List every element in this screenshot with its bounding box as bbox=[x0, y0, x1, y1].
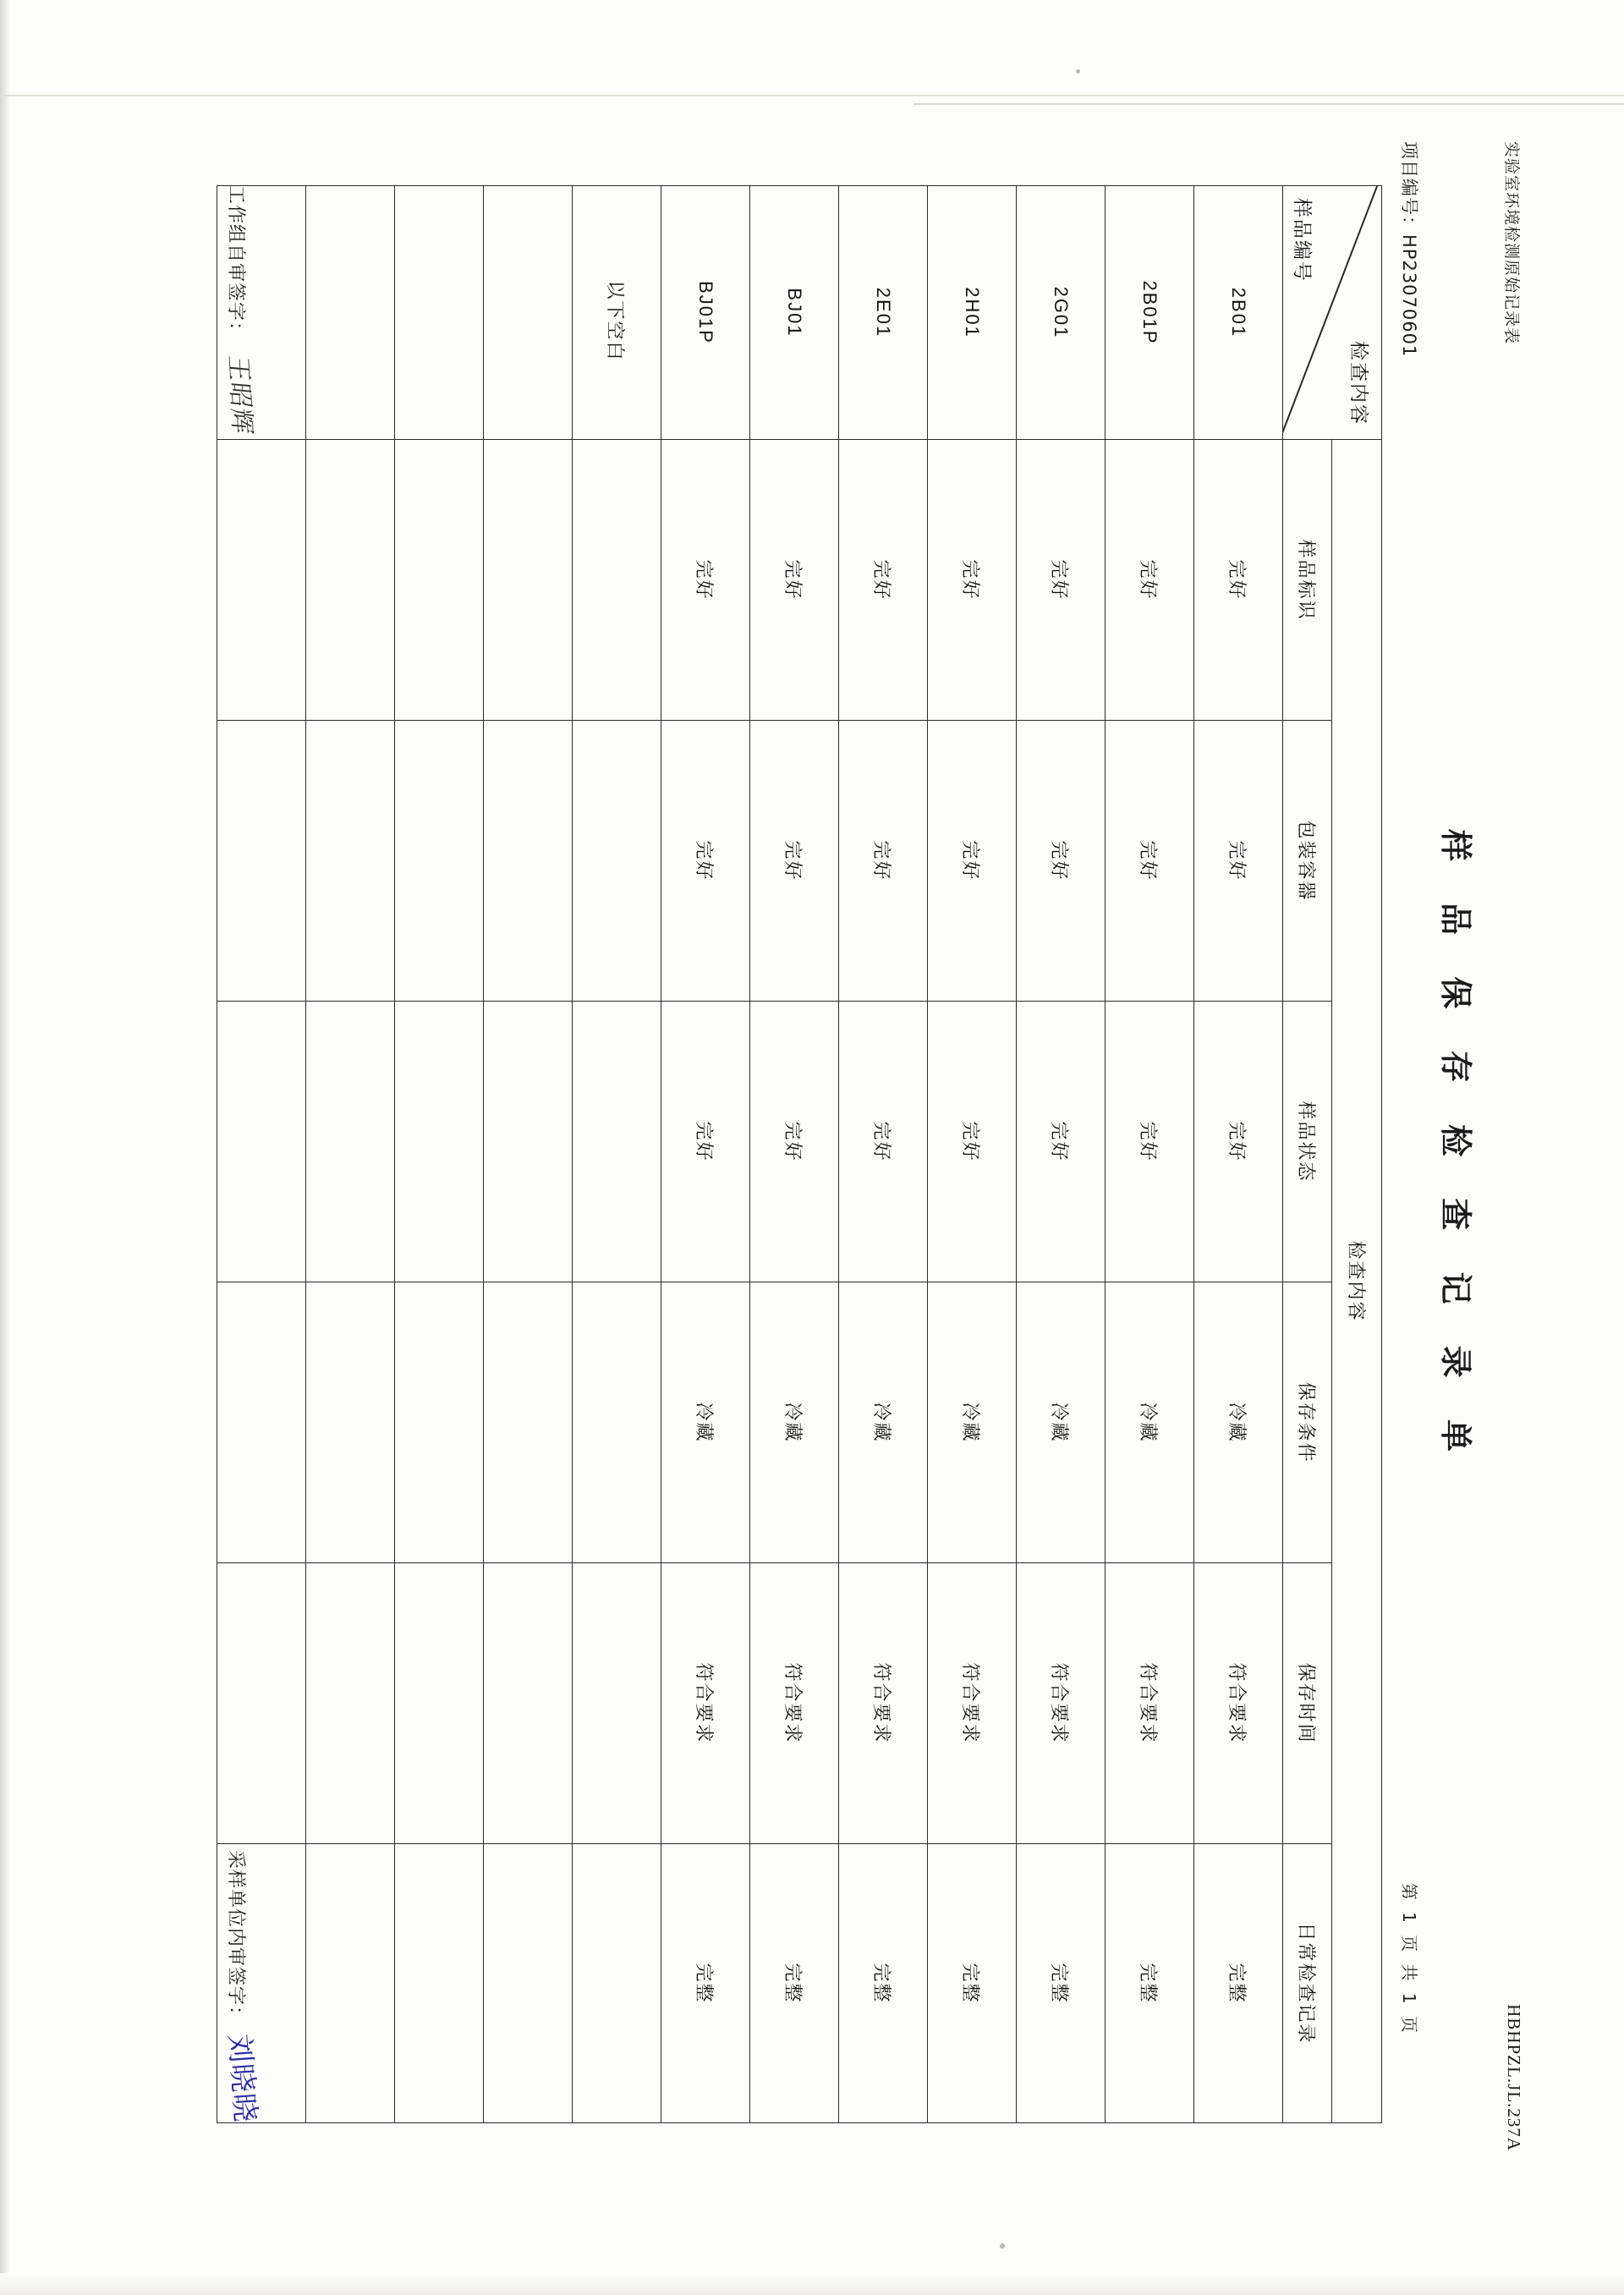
table-row bbox=[661, 185, 750, 2122]
diagonal-split-header bbox=[1283, 186, 1381, 439]
cell-sample-no: 2G01 bbox=[1017, 185, 1106, 439]
cell-empty bbox=[484, 1282, 573, 1562]
cell-empty bbox=[306, 439, 395, 720]
sample-preservation-table bbox=[217, 185, 1382, 2123]
group-axis-label: 检查内容 bbox=[1347, 340, 1369, 426]
sample-no-label: 样品编号 bbox=[1291, 197, 1313, 283]
cell-sample-mark: 完好 bbox=[1017, 439, 1106, 720]
self-review-signature-slot bbox=[224, 185, 266, 435]
cell-container: 完好 bbox=[1017, 720, 1106, 1001]
page-indicator: 第 1 页 共 1 页 bbox=[1399, 1882, 1419, 2036]
table-row bbox=[573, 185, 661, 2122]
cell-empty bbox=[573, 439, 661, 720]
cell-empty bbox=[573, 1001, 661, 1282]
cell-sample-state: 完好 bbox=[1106, 1001, 1194, 1282]
cell-sample-no: 2B01P bbox=[1106, 185, 1194, 439]
cell-sample-mark: 完好 bbox=[750, 439, 839, 720]
group-header-检查内容: 检查内容 bbox=[1332, 439, 1382, 2122]
cell-daily-check: 完整 bbox=[1017, 1843, 1106, 2122]
cell-storage-time: 符合要求 bbox=[928, 1562, 1017, 1843]
cell-storage-time: 符合要求 bbox=[839, 1562, 928, 1843]
diagonal-header-cell bbox=[1283, 185, 1382, 439]
table-row bbox=[1194, 185, 1283, 2122]
column-header-storage-time: 保存时间 bbox=[1283, 1562, 1333, 1843]
cell-storage-condition: 冷藏 bbox=[750, 1282, 839, 1562]
table-row bbox=[484, 185, 573, 2122]
column-header-sample-mark: 样品标识 bbox=[1283, 439, 1333, 720]
cell-sample-state: 完好 bbox=[928, 1001, 1017, 1282]
cell-storage-condition: 冷藏 bbox=[839, 1282, 928, 1562]
cell-sample-mark: 完好 bbox=[928, 439, 1017, 720]
cell-empty bbox=[484, 1562, 573, 1843]
cell-empty bbox=[395, 1843, 484, 2122]
cell-empty bbox=[395, 1001, 484, 1282]
cell-sample-mark: 完好 bbox=[1106, 439, 1194, 720]
project-number: 项目编号：HP23070601 bbox=[1399, 140, 1419, 357]
column-header-container: 包装容器 bbox=[1283, 720, 1333, 1001]
cell-storage-time: 符合要求 bbox=[661, 1562, 750, 1843]
cell-empty bbox=[573, 1843, 661, 2122]
cell-sample-no bbox=[306, 185, 395, 439]
table-row bbox=[839, 185, 928, 2122]
form-sheet bbox=[93, 133, 1531, 2163]
cell-container: 完好 bbox=[1194, 720, 1283, 1001]
cell-empty bbox=[395, 439, 484, 720]
cell-daily-check: 完整 bbox=[839, 1843, 928, 2122]
column-header-sample-state: 样品状态 bbox=[1283, 1001, 1333, 1282]
table-row bbox=[306, 185, 395, 2122]
cell-daily-check: 完整 bbox=[928, 1843, 1017, 2122]
table-row bbox=[395, 185, 484, 2122]
cell-empty bbox=[395, 720, 484, 1001]
cell-sample-no: BJ01 bbox=[750, 185, 839, 439]
cell-sample-no: 2B01 bbox=[1194, 185, 1283, 439]
cell-storage-condition: 冷藏 bbox=[1106, 1282, 1194, 1562]
cell-container: 完好 bbox=[928, 720, 1017, 1001]
cell-container: 完好 bbox=[839, 720, 928, 1001]
table-group-header-row bbox=[1332, 185, 1382, 2122]
cell-empty bbox=[484, 1001, 573, 1282]
table-row bbox=[1106, 185, 1194, 2122]
cell-daily-check: 完整 bbox=[1106, 1843, 1194, 2122]
cell-empty bbox=[573, 1562, 661, 1843]
cell-empty bbox=[484, 439, 573, 720]
cell-container: 完好 bbox=[661, 720, 750, 1001]
cell-empty bbox=[395, 1282, 484, 1562]
cell-sample-no: BJ01P bbox=[661, 185, 750, 439]
cell-empty bbox=[306, 1843, 395, 2122]
cell-sample-state: 完好 bbox=[1194, 1001, 1283, 1282]
cell-empty bbox=[306, 1282, 395, 1562]
cell-daily-check: 完整 bbox=[1194, 1843, 1283, 2122]
cell-container: 完好 bbox=[750, 720, 839, 1001]
signature-footer bbox=[224, 185, 266, 2122]
table-column-header-row bbox=[1283, 185, 1333, 2122]
self-review-label: 工作组自审签字： bbox=[225, 184, 246, 341]
column-header-storage-condition: 保存条件 bbox=[1283, 1282, 1333, 1562]
cell-daily-check: 完整 bbox=[661, 1843, 750, 2122]
cell-sample-state: 完好 bbox=[661, 1001, 750, 1282]
page-title: 样 品 保 存 检 查 记 录 单 bbox=[1437, 828, 1474, 1467]
table-row bbox=[928, 185, 1017, 2122]
cell-empty bbox=[573, 1282, 661, 1562]
cell-sample-mark: 完好 bbox=[1194, 439, 1283, 720]
cell-sample-no bbox=[395, 185, 484, 439]
column-header-daily-check: 日常检查记录 bbox=[1283, 1843, 1333, 2122]
cell-empty bbox=[306, 1562, 395, 1843]
cell-sample-state: 完好 bbox=[1017, 1001, 1106, 1282]
cell-sample-state: 完好 bbox=[750, 1001, 839, 1282]
cell-storage-condition: 冷藏 bbox=[1017, 1282, 1106, 1562]
cell-empty bbox=[573, 720, 661, 1001]
table-row bbox=[1017, 185, 1106, 2122]
cell-empty bbox=[306, 720, 395, 1001]
table-row bbox=[750, 185, 839, 2122]
cell-sample-no: 2H01 bbox=[928, 185, 1017, 439]
cell-sample-mark: 完好 bbox=[839, 439, 928, 720]
cell-storage-condition: 冷藏 bbox=[1194, 1282, 1283, 1562]
cell-empty bbox=[484, 1843, 573, 2122]
unit-review-label: 采样单位内审签字： bbox=[225, 1849, 246, 2025]
cell-storage-condition: 冷藏 bbox=[928, 1282, 1017, 1562]
cell-daily-check: 完整 bbox=[750, 1843, 839, 2122]
cell-sample-state: 完好 bbox=[839, 1001, 928, 1282]
cell-empty bbox=[306, 1001, 395, 1282]
cell-storage-time: 符合要求 bbox=[1017, 1562, 1106, 1843]
cell-container: 完好 bbox=[1106, 720, 1194, 1001]
cell-sample-no: 2E01 bbox=[839, 185, 928, 439]
form-code: HBHPZL.JL.237A bbox=[1504, 2003, 1524, 2151]
cell-storage-time: 符合要求 bbox=[1106, 1562, 1194, 1843]
cell-storage-condition: 冷藏 bbox=[661, 1282, 750, 1562]
cell-sample-no bbox=[484, 185, 573, 439]
cell-storage-time: 符合要求 bbox=[1194, 1562, 1283, 1843]
self-review-signature: 王昭辉 bbox=[223, 354, 256, 436]
cell-empty bbox=[484, 720, 573, 1001]
cell-blank-marker: 以下空白 bbox=[573, 185, 661, 439]
document-header-left: 实验室环境检测原始记录表 bbox=[1502, 140, 1521, 344]
cell-sample-mark: 完好 bbox=[661, 439, 750, 720]
cell-storage-time: 符合要求 bbox=[750, 1562, 839, 1843]
cell-empty bbox=[395, 1562, 484, 1843]
unit-review-signature: 刘晓晓 bbox=[222, 2032, 261, 2123]
unit-review-signature-slot bbox=[224, 1849, 266, 2122]
